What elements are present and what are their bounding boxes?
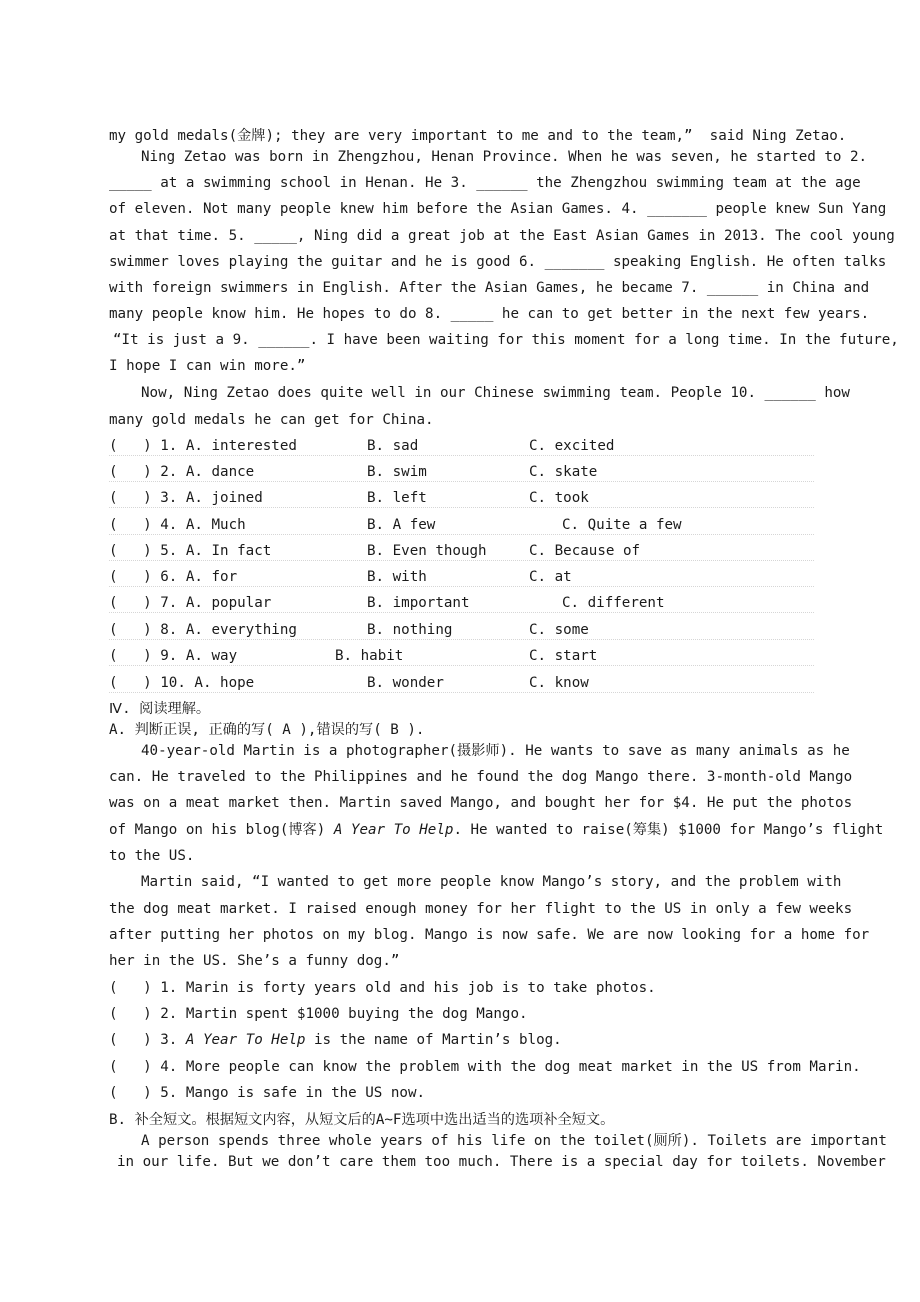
section-heading: Ⅳ. 阅读理解。 — [109, 701, 211, 717]
passage-a-line: 40-year-old Martin is a photographer(摄影师). He wants to save as many animals as he — [141, 743, 850, 759]
passage1-line: Now, Ning Zetao does quite well in our Chinese swimming team. People 10. ______ how — [141, 385, 850, 401]
blog-title: A Year To Help — [333, 822, 454, 838]
option-c: C. some — [529, 622, 589, 638]
question-stem: ( ) 8. A. everything — [109, 622, 297, 638]
cloze-question — [109, 542, 814, 561]
question-stem: ( ) 1. A. interested — [109, 438, 297, 454]
passage-a-line: her in the US. She’s a funny dog.” — [109, 953, 400, 969]
option-b: B. sad — [367, 438, 419, 454]
option-c: C. took — [529, 490, 589, 506]
option-b: B. A few — [367, 517, 436, 533]
option-c: C. Quite a few — [562, 517, 682, 533]
cloze-question — [109, 647, 814, 666]
passage-a-text: of Mango on his blog(博客) — [109, 822, 334, 838]
question-stem: ( ) 3. A. joined — [109, 490, 263, 506]
passage-a-line: Martin said, “I wanted to get more people know Mango’s story, and the problem with — [141, 874, 842, 890]
passage-a-text: . He wanted to raise(筹集) $1000 for Mango’s flight — [453, 822, 884, 838]
option-c: C. at — [529, 569, 572, 585]
passage1-line: many people know him. He hopes to do 8. _____ he can to get better in the next few years. — [109, 306, 870, 322]
passage1-line: of eleven. Not many people knew him before the Asian Games. 4. _______ people knew Sun Yang — [109, 201, 887, 217]
option-b: B. Even though — [367, 543, 487, 559]
passage1-line: swimmer loves playing the guitar and he is good 6. _______ speaking English. He often talks — [109, 254, 887, 270]
option-b: B. important — [367, 595, 470, 611]
option-b: B. wonder — [367, 675, 444, 691]
tf-question: ( ) 5. Mango is safe in the US now. — [109, 1085, 426, 1101]
passage-a-line: after putting her photos on my blog. Mango is now safe. We are now looking for a home for — [109, 927, 870, 943]
option-c: C. skate — [529, 464, 598, 480]
cloze-question — [109, 516, 814, 535]
question-stem: ( ) 9. A. way — [109, 648, 238, 664]
question-stem: ( ) 7. A. popular — [109, 595, 272, 611]
question-stem: ( ) 5. A. In fact — [109, 543, 272, 559]
passage1-line: Ning Zetao was born in Zhengzhou, Henan Province. When he was seven, he started to 2. — [141, 149, 868, 165]
cloze-question — [109, 594, 814, 613]
tf-question — [109, 1031, 562, 1049]
option-c: C. Because of — [529, 543, 641, 559]
passage-a-line: was on a meat market then. Martin saved Mango, and bought her for $4. He put the photos — [109, 795, 853, 811]
passage1-line: at that time. 5. _____, Ning did a great job at the East Asian Games in 2013. The cool young — [109, 228, 895, 244]
option-b: B. with — [367, 569, 427, 585]
passage1-line: with foreign swimmers in English. After the Asian Games, he became 7. ______ in China and — [109, 280, 870, 296]
option-c: C. start — [529, 648, 598, 664]
passage1-line: my gold medals(金牌); they are very important to me and to the team,” said Ning Zetao. — [109, 128, 847, 144]
option-b: B. habit — [335, 648, 404, 664]
passage1-line: many gold medals he can get for China. — [109, 412, 434, 428]
tf-question: ( ) 2. Martin spent $1000 buying the dog Mango. — [109, 1006, 528, 1022]
question-stem: ( ) 4. A. Much — [109, 517, 246, 533]
option-c: C. excited — [529, 438, 615, 454]
passage-a-line: can. He traveled to the Philippines and he found the dog Mango there. 3-month-old Mango — [109, 769, 853, 785]
cloze-question — [109, 489, 814, 508]
tf-question: ( ) 4. More people can know the problem with the dog meat market in the US from Marin. — [109, 1059, 861, 1075]
cloze-question — [109, 568, 814, 587]
option-b: B. left — [367, 490, 427, 506]
part-b-instruction: B. 补全短文。根据短文内容，从短文后的A~F选项中选出适当的选项补全短文。 — [109, 1112, 615, 1128]
passage-a-line: the dog meat market. I raised enough money for her flight to the US in only a few weeks — [109, 901, 853, 917]
option-b: B. nothing — [367, 622, 453, 638]
cloze-question — [109, 621, 814, 640]
option-c: C. different — [562, 595, 665, 611]
passage-b-line: in our life. But we don’t care them too much. There is a special day for toilets. November — [117, 1154, 886, 1170]
tf-question: ( ) 1. Marin is forty years old and his job is to take photos. — [109, 980, 656, 996]
option-c: C. know — [529, 675, 589, 691]
part-a-instruction: A. 判断正误, 正确的写( A ),错误的写( B ). — [109, 722, 425, 738]
blog-title: A Year To Help — [185, 1032, 306, 1048]
cloze-question — [109, 437, 814, 456]
cloze-question — [109, 463, 814, 482]
question-stem: ( ) 6. A. for — [109, 569, 238, 585]
question-stem: ( ) 2. A. dance — [109, 464, 255, 480]
passage-a-line — [109, 821, 883, 839]
passage-a-line: to the US. — [109, 848, 195, 864]
option-b: B. swim — [367, 464, 427, 480]
cloze-question — [109, 674, 814, 693]
passage1-line: I hope I can win more.” — [109, 358, 306, 374]
tf-question-text: is the name of Martin’s blog. — [305, 1032, 562, 1048]
passage1-line: _____ at a swimming school in Henan. He 3. ______ the Zhengzhou swimming team at the age — [109, 175, 861, 191]
passage1-line: “It is just a 9. ______. I have been waiting for this moment for a long time. In the future, — [113, 332, 899, 348]
question-stem: ( ) 10. A. hope — [109, 675, 255, 691]
tf-question-text: ( ) 3. — [109, 1032, 186, 1048]
passage-b-line: A person spends three whole years of his life on the toilet(厕所). Toilets are important — [141, 1133, 887, 1149]
